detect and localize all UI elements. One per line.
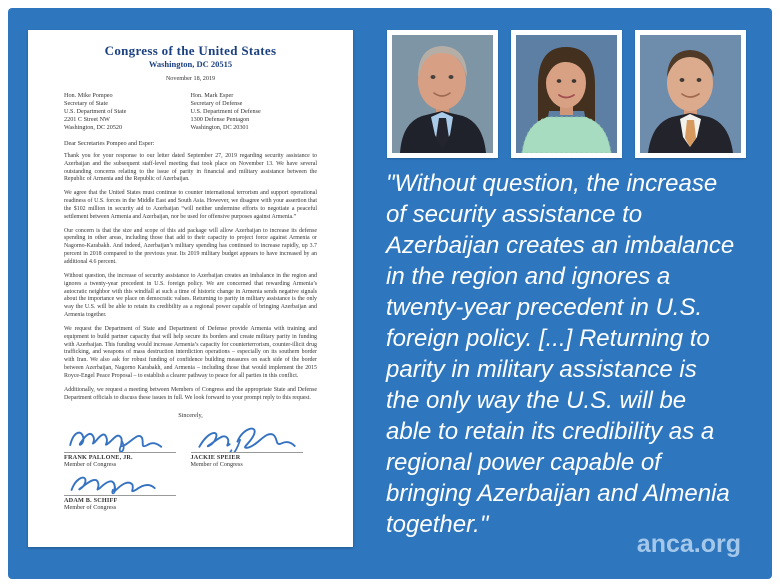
address-line: U.S. Department of Defense <box>190 108 261 116</box>
signer-title: Member of Congress <box>64 503 117 511</box>
signer-title: Member of Congress <box>190 460 243 468</box>
signer-name: JACKIE SPEIER <box>190 453 241 461</box>
anca-org-link[interactable]: anca.org <box>636 530 741 558</box>
pull-quote <box>386 168 764 540</box>
speier-signature-icon <box>191 426 303 453</box>
letter-paragraph: We request the Department of State and Department of Defense provide Armenia with training and equipment to build partner capacity that will help secure its borders and create military parity in funding with Azerbaijan. This funding would increase Armenia’s capacity for counterterrorism, counter-illicit drug trafficking, and weapons of mass destruction interdiction operations – especially on its southern border with Iran. We also ask for robust funding of confidence building measures on each side of the border between Azerbaijan, Nagorno Karabakh, and Armenia – including those that would implement the 2015 Royce-Engel Peace Proposal – to establish a clearer pathway to peace for all parties in this conflict. <box>64 325 317 379</box>
portrait-jackie-speier <box>511 30 622 158</box>
congress-letter-page <box>28 30 353 547</box>
address-line: 1300 Defense Pentagon <box>190 116 250 123</box>
address-line: Secretary of Defense <box>190 100 243 108</box>
letter-closing: Sincerely, <box>178 411 203 419</box>
portrait-adam-schiff <box>635 30 746 158</box>
address-line: Secretary of State <box>64 100 108 108</box>
portrait-row <box>387 30 746 158</box>
signer-name: FRANK PALLONE, JR. <box>64 453 133 461</box>
quote-line: of security assistance to <box>386 201 643 228</box>
signature-block-speier <box>191 426 318 468</box>
quote-line: parity in military assistance is <box>386 356 697 383</box>
portrait-frank-pallone <box>387 30 498 158</box>
signature-block-schiff <box>64 471 202 511</box>
letter-salutation: Dear Secretaries Pompeo and Esper: <box>64 139 155 147</box>
quote-line: foreign policy. [...] Returning to <box>386 325 710 352</box>
quote-line: in the region and ignores a <box>386 263 671 290</box>
recipient-addresses <box>64 92 317 132</box>
quote-line: the only way the U.S. will be <box>386 387 687 414</box>
pallone-signature-icon <box>64 426 176 453</box>
signature-block-pallone <box>64 426 191 468</box>
address-line: Hon. Mike Pompeo <box>64 92 113 100</box>
quote-line: regional power capable of <box>386 449 661 476</box>
schiff-signature-icon <box>64 471 176 496</box>
quote-line: bringing Azerbaijan and Almenia <box>386 480 730 507</box>
letter-paragraph: Additionally, we request a meeting between Members of Congress and the appropriate State and Defense Department officials to discuss these issues in full. We look forward to your prompt reply to this request. <box>64 386 317 401</box>
recipient-address-pompeo <box>64 92 191 132</box>
letterhead-subtitle: Washington, DC 20515 <box>148 59 233 69</box>
quote-line: twenty-year precedent in U.S. <box>386 294 703 321</box>
letter-paragraph: Our concern is that the size and scope of this aid package will allow Azerbaijan to increase its defense spending in other areas, including those that add to their capacity to project force against Armenia or Nagorno-Karabakh. And indeed, Azerbaijan’s military spending has continued to increase rapidly, up 3.7 percent in 2018 compared to the previous year. Its 2019 military budget appears to have increased by an additional 4.6 percent. <box>64 227 317 265</box>
letter-paragraph: Thank you for your response to our letter dated September 27, 2019 regarding security assistance to Azerbaijan and the subsequent staff-level meeting that took place on November 13. We have several outstanding concerns relating to the issue of parity in financial and military assistance between the Republic of Armenia and the Republic of Azerbaijan. <box>64 152 317 183</box>
letterhead-title: Congress of the United States <box>104 43 277 58</box>
letter-date: November 18, 2019 <box>165 75 216 83</box>
quote-line: "Without question, the increase <box>386 170 718 197</box>
signer-name: ADAM B. SCHIFF <box>64 496 118 504</box>
quote-line: able to retain its credibility as a <box>386 418 715 445</box>
signer-title: Member of Congress <box>64 460 117 468</box>
quote-line: Azerbaijan creates an imbalance <box>386 232 735 259</box>
quote-line: together." <box>386 511 489 538</box>
recipient-address-esper <box>191 92 318 132</box>
letter-paragraph: Without question, the increase of security assistance to Azerbaijan creates an imbalance in the region and ignores a twenty-year precedent in U.S. foreign policy. We are concerned that rewarding Armenia’s autocratic neighbor with this windfall at such a time of historic change in Armenia sends negative signals about the importance we place on democratic values. Returning to parity in military assistance is the only way the U.S. will be able to retain its credibility as a regional power capable of bringing Azerbaijan and Armenia together. <box>64 272 317 319</box>
address-line: U.S. Department of State <box>64 108 127 116</box>
blue-card-background <box>8 8 772 579</box>
address-line: 2201 C Street NW <box>64 116 110 123</box>
address-line: Washington, DC 20301 <box>190 123 249 131</box>
letter-paragraph: We agree that the United States must continue to counter international terrorism and support operational readiness of U.S. forces in the Middle East and South Asia. However, we disagree with your assertion that the $102 million in security aid to Azerbaijan “will neither undermine efforts to negotiate a peaceful settlement between Armenia and Azerbaijan, nor be used for offensive purposes against Armenia.” <box>64 190 317 220</box>
signature-area <box>64 423 317 511</box>
letter-body <box>64 153 317 403</box>
address-line: Hon. Mark Esper <box>190 92 234 100</box>
address-line: Washington, DC 20520 <box>64 123 123 131</box>
